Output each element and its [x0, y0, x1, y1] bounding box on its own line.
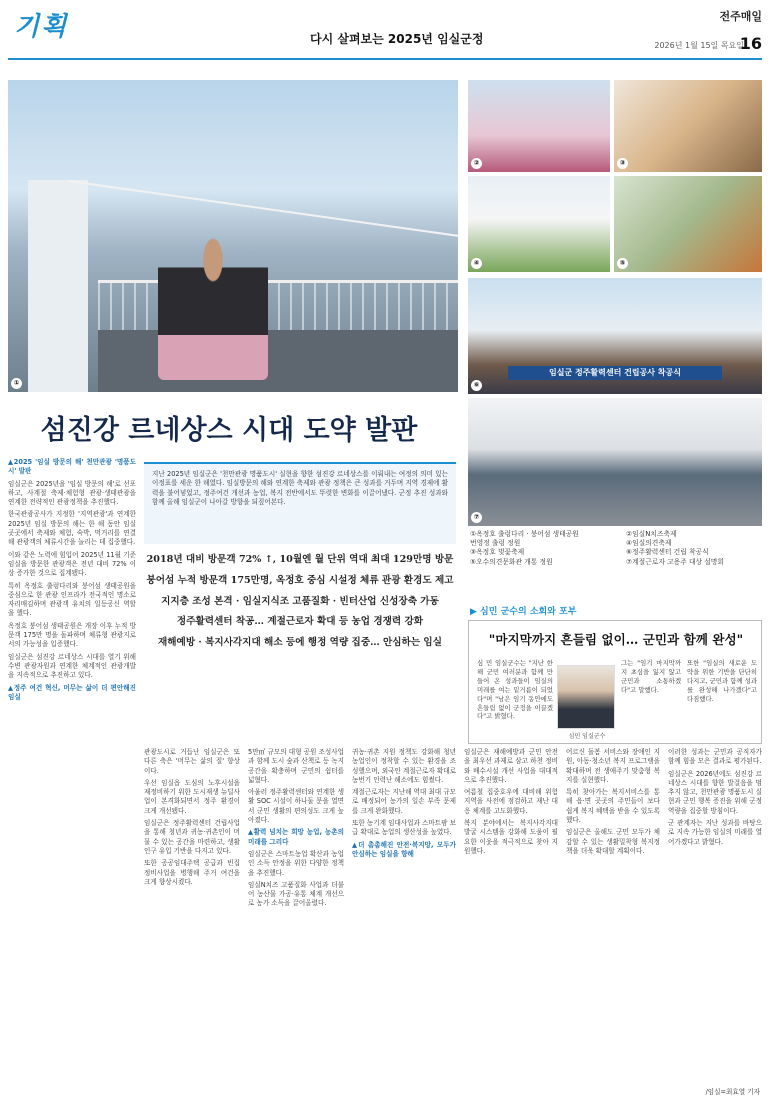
caption: 번영정 출렁 정원 [470, 539, 521, 548]
photo-briefing-session [468, 398, 762, 526]
paragraph: 한국관광공사가 지정한 '지역관광'과 연계한 2025년 임실 방문의 해는 한 해 동안 임실 곳곳에서 축제와 체험, 숙박, 먹거리를 연결해 관광객의 체류시간을 늘리는 데 집중했다. [8, 510, 136, 547]
article-column-5 [464, 748, 558, 1088]
interview-section-label: ▶ 심민 군수의 소회와 포부 [470, 607, 577, 617]
paragraph: 여름철 집중호우에 대비해 위험지역을 사전에 점검하고 재난 대응 체계를 고도화했다. [464, 788, 558, 815]
caption: ⑤오수의견문화관 개통 정원 [470, 557, 553, 566]
paragraph: 귀농·귀촌 지원 정책도 강화해 청년 농업인이 정착할 수 있는 환경을 조성했으며, 외국인 계절근로자 확대로 농번기 인력난 해소에도 힘썼다. [352, 748, 456, 784]
summary-box: 지난 2025년 임실군은 '천만관광 명품도시' 실현을 향한 섬진강 르네상스를 이뤄내는 여정의 의미 있는 이정표를 세운 한 해였다. 임실방문의 해와 연계한 축제와 관광 정책은 큰 성과를 거두며 지역 경제에 활력을 불어넣었고, 정주여건 개선과 농업, 복지 전반에서도 뚜렷한 변화를 이끌어냈다. 군정 추진 성과와 함께 올해 임실군이 나아갈 방향을 되짚어본다. [144, 462, 456, 544]
subheadline: 지지층 조성 본격 · 임실지식조 고품질화 · 빈터산업 신성장축 가동 [161, 595, 439, 607]
subheadline: 재해예방 · 복지사각지대 해소 등에 행정 역량 집중… 안심하는 임실 [158, 637, 442, 649]
publication-name: 전주매일 [719, 10, 762, 23]
page-headline: 다시 살펴보는 2025년 임실군정 [310, 32, 484, 46]
article-column-4 [352, 748, 456, 1088]
interview-column-2: 그는 "임기 마지막까지 초심을 잃지 않고 군민과 소통하겠다"고 말했다. [621, 659, 681, 694]
section-label: 기획 [14, 12, 69, 42]
paragraph: 관광도시로 거듭난 임실군은 또 다른 축은 '머무는 삶의 질' 향상이다. [144, 748, 240, 775]
caption: ③옥정호 벚꽃축제 [470, 548, 525, 557]
paragraph: 복지 분야에서는 복지사각지대 발굴 시스템을 강화해 도움이 필요한 이웃을 적극적으로 찾아 지원했다. [464, 819, 558, 855]
photo-festival-tents [468, 176, 610, 272]
paragraph: 특히 옥정호 출렁다리와 붕어섬 생태공원을 중심으로 한 관광 인프라가 전국적인 명소로 자리매김하며 관광객 유치의 일등공신 역할을 했다. [8, 581, 136, 618]
page-number: 16 [739, 34, 762, 53]
captions-right [626, 530, 766, 567]
article-column-7 [668, 748, 762, 1088]
caption: ④임실의견축제 [626, 539, 672, 548]
paragraph: 이와 같은 노력에 힘입어 2025년 11월 기준 임실을 방문한 관광객은 전년 대비 72% 이상 증가한 것으로 집계됐다. [8, 550, 136, 578]
caption: ②임실N치즈축제 [626, 530, 677, 538]
captions-left [470, 530, 620, 567]
interview-title: "마지막까지 흔들림 없이… 군민과 함께 완성" [488, 632, 744, 647]
subsection-heading: ▲2025 '임실 방문의 해' 천만관광 '명품도시' 발판 [8, 458, 136, 476]
subheadline: 2018년 대비 방문객 72% ↑, 10월엔 월 단위 역대 최대 129만명 방문 [146, 554, 454, 565]
subsection-heading: ▲정주 여건 혁신, 머무는 삶이 더 편안해진 임실 [8, 683, 136, 701]
interview-box [468, 620, 762, 744]
article-title: 섬진강 르네상스 시대 도약 발판 [40, 415, 418, 446]
photo-number: ① [11, 378, 22, 389]
paragraph: 우선 임실읍 도심의 노후시설을 재정비하기 위한 도시재생 뉴딜사업이 본격화되면서 정주 환경이 크게 개선됐다. [144, 778, 240, 815]
bridge-railing [98, 280, 458, 330]
paragraph: 임실군은 정주활력센터 건립사업을 통해 청년과 귀농·귀촌인이 머물 수 있는 공간을 마련하고, 생활인구 유입 기반을 다지고 있다. [144, 819, 240, 855]
paragraph: 5만㎡ 규모의 대형 공원 조성사업과 함께 도시 숲과 산책로 등 녹지 공간을 확충하며 군민의 쉼터를 넓혔다. [248, 748, 344, 784]
paragraph: 임실군은 2026년에도 섬진강 르네상스 시대를 향한 발걸음을 멈추지 않고, 천만관광 명품도시 실현과 군민 행복 증진을 위해 군정 역량을 집중할 방침이다. [668, 769, 762, 815]
paragraph: 어르신 돌봄 서비스와 장애인 지원, 아동·청소년 복지 프로그램을 확대하며 전 생애주기 맞춤형 복지를 실현했다. [566, 748, 660, 784]
subheadline: 정주활력센터 착공… 계절근로자 확대 등 농업 경쟁력 강화 [176, 616, 424, 628]
paragraph: 특히 찾아가는 복지서비스를 통해 읍·면 곳곳의 주민들이 보다 쉽게 복지 혜택을 받을 수 있도록 했다. [566, 788, 660, 825]
paragraph: 또한 농기계 임대사업과 스마트팜 보급 확대로 농업의 생산성을 높였다. [352, 819, 456, 837]
bridge-deck [98, 330, 458, 392]
photo-number: ⑥ [471, 380, 482, 391]
bridge-tower [28, 180, 88, 392]
caption: ①옥정호 출렁다리 · 붕어섬 생태공원 [470, 530, 579, 538]
paragraph: 임실군은 2025년을 '임실 방문의 해'로 선포하고, 사계절 축제·체험형 관광·생태관광을 연계한 전략적인 관광정책을 추진했다. [8, 479, 136, 507]
paragraph: 임실군은 올해도 군민 모두가 체감할 수 있는 생활밀착형 복지정책을 더욱 확대할 계획이다. [566, 828, 660, 855]
paragraph: 군 관계자는 지난 성과를 바탕으로 지속 가능한 임실의 미래를 열어가겠다고 밝혔다. [668, 819, 762, 846]
caption: ⑦계절근로자 고용주 대상 설명회 [626, 557, 724, 566]
paragraph: 이러한 성과는 군민과 공직자가 함께 힘을 모은 결과로 평가된다. [668, 748, 762, 766]
paragraph: 임실N치즈 고품질화 사업과 더불어 농산물 가공·유통 체계 개선으로 농가 소득을 끌어올렸다. [248, 880, 344, 908]
reporter-byline: /임실=최효열 기자 [705, 1088, 760, 1096]
paragraph: 옥정호 붕어섬 생태공원은 개장 이후 누적 방문객 175만 명을 돌파하며 체류형 관광지로서의 가능성을 입증했다. [8, 621, 136, 649]
photo-dog-event [614, 80, 762, 172]
article-column-2 [144, 748, 240, 1088]
photo-number: ④ [471, 258, 482, 269]
interview-column-3: 또한 "임실의 새로운 도약을 위한 기반을 단단히 다지고, 군민과 함께 성과를 완성해 나가겠다"고 다짐했다. [687, 659, 757, 703]
photo-bridge-visitors [8, 80, 458, 392]
photo-outdoor-activity [614, 176, 762, 272]
photo-cherry-festival [468, 80, 610, 172]
page-header [0, 0, 770, 62]
article-column-6 [566, 748, 660, 1088]
header-rule [8, 58, 762, 60]
photo-number: ⑦ [471, 512, 482, 523]
issue-date: 2026년 1월 15일 목요일 [654, 41, 744, 50]
interview-column-1: 심 민 임실군수는 "지난 한 해 군민 여러분과 함께 만들어 온 성과들이 임실의 미래를 여는 밑거름이 되었다"며 "남은 임기 동안에도 흔들림 없이 군정을 이끌겠다"고 밝혔다. [477, 659, 553, 721]
paragraph: 또한 공공임대주택 공급과 빈집 정비사업을 병행해 주거 여건을 크게 향상시켰다. [144, 859, 240, 886]
subheadline: 붕어섬 누적 방문객 175만명, 옥정호 중심 시설정 체류 관광 환경도 제고 [146, 574, 454, 586]
paragraph: 임실군은 재해예방과 군민 안전을 최우선 과제로 삼고 하천 정비와 배수시설 개선 사업을 대대적으로 추진했다. [464, 748, 558, 784]
paragraph: 임실군은 섬진강 르네상스 시대를 열기 위해 수변 관광자원과 연계한 체계적인 관광개발을 지속적으로 추진하고 있다. [8, 652, 136, 680]
caption: ⑥정주활력센터 건립 착공식 [626, 548, 709, 557]
subheadline-list [144, 550, 456, 654]
article-column-3 [248, 748, 344, 1088]
bridge-cable [68, 180, 458, 238]
photo-number: ③ [617, 158, 628, 169]
photo-number: ② [471, 158, 482, 169]
subsection-heading: ▲더 촘촘해진 안전·복지망, 모두가 안심하는 임실을 향해 [352, 840, 456, 858]
photo-number: ⑤ [617, 258, 628, 269]
paragraph: 임실군은 스마트농업 확산과 농업인 소득 안정을 위한 다양한 정책을 추진했다. [248, 849, 344, 877]
paragraph: 아울러 정주활력센터와 연계한 생활 SOC 시설이 하나둘 문을 열면서 군민 생활의 편의성도 크게 높아졌다. [248, 788, 344, 825]
photo-groundbreaking [468, 278, 762, 394]
portrait-caption: 심민 임실군수 [568, 733, 606, 740]
article-column-1 [8, 458, 136, 1088]
paragraph: 계절근로자는 지난해 역대 최대 규모로 배정되어 농가의 일손 부족 문제를 크게 완화했다. [352, 788, 456, 815]
visitors-with-stroller [158, 230, 268, 380]
subsection-heading: ▲활력 넘치는 희망 농업, 농촌의 미래를 그리다 [248, 828, 344, 846]
ceremony-banner: 임실군 정주활력센터 건립공사 착공식 [508, 366, 722, 380]
governor-portrait [557, 665, 615, 729]
